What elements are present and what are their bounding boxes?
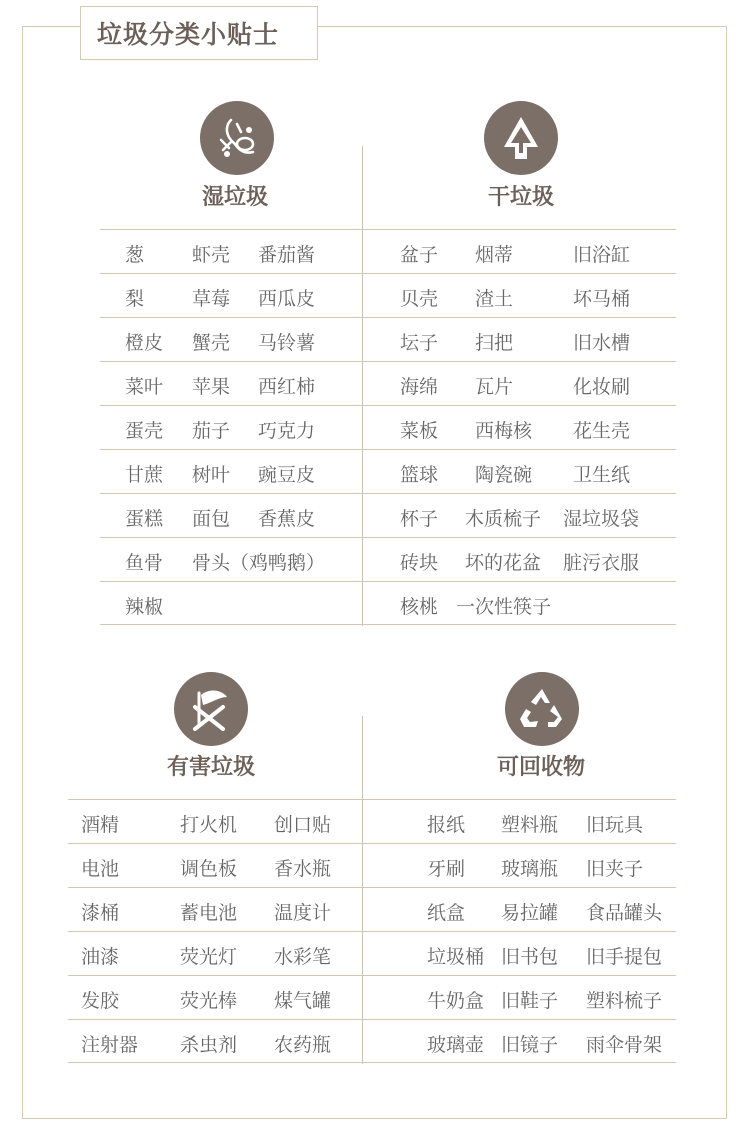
item-cell: 虾壳 — [192, 244, 231, 266]
item-cell: 牛奶盒 — [427, 990, 485, 1012]
food-waste-icon — [200, 101, 274, 175]
table-row — [68, 887, 363, 931]
item-cell: 化妆刷 — [573, 376, 631, 398]
item-cell: 雨伞骨架 — [586, 1034, 663, 1056]
item-cell: 砖块 — [400, 552, 439, 574]
item-cell: 塑料梳子 — [586, 990, 663, 1012]
item-cell: 油漆 — [81, 946, 120, 968]
item-cell: 创口贴 — [274, 814, 332, 836]
item-cell: 水彩笔 — [274, 946, 332, 968]
item-cell: 坏的花盆 — [465, 552, 542, 574]
table-row — [68, 931, 363, 975]
item-cell: 梨 — [125, 288, 145, 310]
item-cell: 烟蒂 — [475, 244, 514, 266]
item-cell: 盆子 — [400, 244, 439, 266]
recyclable-heading: 可回收物 — [496, 755, 585, 780]
item-cell: 葱 — [125, 244, 145, 266]
table-row — [100, 449, 363, 493]
item-cell: 报纸 — [427, 814, 466, 836]
item-cell: 发胶 — [81, 990, 120, 1012]
table-row — [100, 361, 363, 405]
item-cell: 卫生纸 — [573, 464, 631, 486]
item-cell: 蓄电池 — [180, 902, 238, 924]
table-row — [363, 273, 676, 317]
item-cell: 西瓜皮 — [258, 288, 316, 310]
table-row — [100, 229, 363, 273]
table-row — [363, 229, 676, 273]
item-cell: 旧鞋子 — [501, 990, 559, 1012]
item-cell: 农药瓶 — [274, 1034, 332, 1056]
table-row — [68, 843, 363, 887]
item-cell: 菜叶 — [125, 376, 164, 398]
table-row — [100, 405, 363, 449]
item-cell: 塑料瓶 — [501, 814, 559, 836]
item-cell: 豌豆皮 — [258, 464, 316, 486]
item-cell: 食品罐头 — [586, 902, 663, 924]
table-row — [363, 361, 676, 405]
item-cell: 牙刷 — [427, 858, 466, 880]
table-row — [363, 1019, 676, 1063]
item-cell: 玻璃瓶 — [501, 858, 559, 880]
dry-waste-heading: 干垃圾 — [487, 185, 554, 210]
item-cell: 马铃薯 — [258, 332, 316, 354]
table-row — [363, 931, 676, 975]
table-row — [363, 493, 676, 537]
page-title: 垃圾分类小贴士 — [97, 20, 280, 49]
hazardous-waste-heading: 有害垃圾 — [166, 755, 255, 780]
table-row — [363, 537, 676, 581]
item-cell: 篮球 — [400, 464, 439, 486]
table-row — [363, 887, 676, 931]
hazardous-crossed-icon — [174, 672, 248, 746]
table-row — [363, 405, 676, 449]
table-row — [100, 317, 363, 361]
frame-notch-left — [72, 6, 80, 26]
table-row — [68, 799, 363, 843]
item-cell: 海绵 — [400, 376, 439, 398]
table-row — [363, 843, 676, 887]
item-cell: 坏马桶 — [573, 288, 631, 310]
item-cell: 荧光灯 — [180, 946, 238, 968]
item-cell: 贝壳 — [400, 288, 439, 310]
item-cell: 旧水槽 — [573, 332, 631, 354]
recycle-icon — [505, 672, 579, 746]
item-cell: 旧玩具 — [586, 814, 644, 836]
item-cell: 旧手提包 — [586, 946, 663, 968]
item-cell: 西红柿 — [258, 376, 316, 398]
item-cell: 甘蔗 — [125, 464, 164, 486]
item-cell: 渣土 — [475, 288, 514, 310]
item-cell: 杀虫剂 — [180, 1034, 238, 1056]
table-row — [363, 799, 676, 843]
item-cell: 纸盒 — [427, 902, 466, 924]
item-cell: 旧书包 — [501, 946, 559, 968]
item-cell: 树叶 — [192, 464, 231, 486]
item-cell: 木质梳子 — [465, 508, 542, 530]
item-cell: 草莓 — [192, 288, 231, 310]
item-cell: 漆桶 — [81, 902, 120, 924]
item-cell: 电池 — [81, 858, 120, 880]
item-cell: 茄子 — [192, 420, 231, 442]
table-row — [100, 581, 363, 625]
item-cell: 蟹壳 — [192, 332, 231, 354]
item-cell: 骨头（鸡鸭鹅） — [192, 552, 326, 574]
table-row — [100, 537, 363, 581]
table-row — [363, 581, 676, 625]
item-cell: 西梅核 — [475, 420, 533, 442]
item-cell: 杯子 — [400, 508, 439, 530]
item-cell: 玻璃壶 — [427, 1034, 485, 1056]
item-cell: 旧夹子 — [586, 858, 644, 880]
table-row — [363, 975, 676, 1019]
item-cell: 荧光棒 — [180, 990, 238, 1012]
table-row — [363, 317, 676, 361]
item-cell: 温度计 — [274, 902, 332, 924]
title-box — [80, 6, 318, 60]
item-cell: 坛子 — [400, 332, 439, 354]
item-cell: 煤气罐 — [274, 990, 332, 1012]
item-cell: 面包 — [192, 508, 231, 530]
item-cell: 鱼骨 — [125, 552, 164, 574]
item-cell: 脏污衣服 — [563, 552, 640, 574]
item-cell: 辣椒 — [125, 596, 164, 618]
item-cell: 番茄酱 — [258, 244, 316, 266]
item-cell: 香水瓶 — [274, 858, 332, 880]
item-cell: 酒精 — [81, 814, 120, 836]
item-cell: 注射器 — [81, 1034, 139, 1056]
item-cell: 菜板 — [400, 420, 439, 442]
table-row — [68, 975, 363, 1019]
item-cell: 打火机 — [180, 814, 238, 836]
wet-waste-heading: 湿垃圾 — [201, 185, 268, 210]
tree-icon — [484, 101, 558, 175]
item-cell: 香蕉皮 — [258, 508, 316, 530]
item-cell: 橙皮 — [125, 332, 164, 354]
item-cell: 花生壳 — [573, 420, 631, 442]
item-cell: 湿垃圾袋 — [563, 508, 640, 530]
item-cell: 苹果 — [192, 376, 231, 398]
table-row — [363, 449, 676, 493]
item-cell: 瓦片 — [475, 376, 514, 398]
item-cell: 蛋糕 — [125, 508, 164, 530]
item-cell: 扫把 — [475, 332, 514, 354]
table-row — [68, 1019, 363, 1063]
item-cell: 旧浴缸 — [573, 244, 631, 266]
item-cell: 蛋壳 — [125, 420, 164, 442]
item-cell: 核桃 — [400, 596, 439, 618]
item-cell: 垃圾桶 — [427, 946, 485, 968]
table-row — [100, 273, 363, 317]
item-cell: 易拉罐 — [501, 902, 559, 924]
table-row — [100, 493, 363, 537]
item-cell: 一次性筷子 — [456, 596, 552, 618]
item-cell: 巧克力 — [258, 420, 316, 442]
item-cell: 陶瓷碗 — [475, 464, 533, 486]
item-cell: 调色板 — [180, 858, 238, 880]
item-cell: 旧镜子 — [501, 1034, 559, 1056]
